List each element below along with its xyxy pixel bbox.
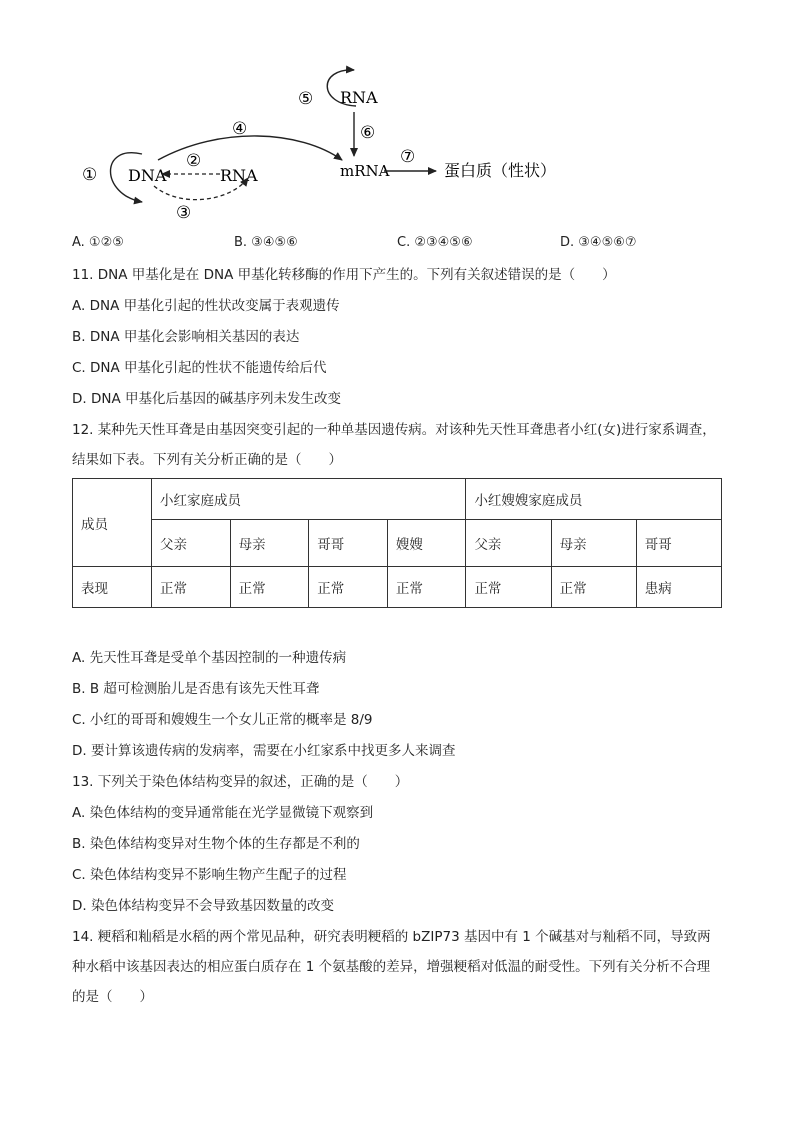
label-6: ⑥ <box>360 123 376 143</box>
node-rna-top: RNA <box>340 88 378 107</box>
member-cell: 父亲 <box>152 520 231 567</box>
q13-option-a[interactable]: A. 染色体结构的变异通常能在光学显微镜下观察到 <box>72 805 374 821</box>
q13-option-c[interactable]: C. 染色体结构变异不影响生物产生配子的过程 <box>72 867 347 883</box>
central-dogma-diagram <box>70 60 590 230</box>
q12-option-d[interactable]: D. 要计算该遗传病的发病率，需要在小红家系中找更多人来调查 <box>72 743 456 759</box>
q12-option-c[interactable]: C. 小红的哥哥和嫂嫂生一个女儿正常的概率是 8/9 <box>72 712 373 728</box>
value-cell: 正常 <box>152 567 231 608</box>
value-cell: 正常 <box>466 567 551 608</box>
q12-option-a[interactable]: A. 先天性耳聋是受单个基因控制的一种遗传病 <box>72 650 347 666</box>
value-cell: 正常 <box>309 567 388 608</box>
q10-option-a[interactable]: A. ①②⑤ <box>72 235 124 250</box>
label-1: ① <box>82 165 98 185</box>
q11-option-b[interactable]: B. DNA 甲基化会影响相关基因的表达 <box>72 329 300 345</box>
label-4: ④ <box>232 119 248 139</box>
node-rna-left: RNA <box>220 166 258 185</box>
value-cell: 正常 <box>551 567 636 608</box>
q13-option-b[interactable]: B. 染色体结构变异对生物个体的生存都是不利的 <box>72 836 360 852</box>
q12-option-b[interactable]: B. B 超可检测胎儿是否患有该先天性耳聋 <box>72 681 320 697</box>
member-cell: 母亲 <box>230 520 309 567</box>
member-cell: 哥哥 <box>309 520 388 567</box>
row-label-phenotype: 表现 <box>73 567 152 608</box>
label-7: ⑦ <box>400 147 416 167</box>
q12-stem: 12. 某种先天性耳聋是由基因突变引起的一种单基因遗传病。对该种先天性耳聋患者小红(女)进行家系调查，结果如下表。下列有关分析正确的是（ ） <box>72 422 716 468</box>
header-group-2: 小红嫂嫂家庭成员 <box>466 479 722 520</box>
value-cell: 正常 <box>387 567 466 608</box>
q14-stem: 14. 粳稻和籼稻是水稻的两个常见品种，研究表明粳稻的 bZIP73 基因中有 1 个碱基对与籼稻不同，导致两种水稻中该基因表达的相应蛋白质存在 1 个氨基酸的差异，增强粳稻对低温的耐受性。下列有关分析不合理的是（ ） <box>72 929 711 1005</box>
header-group-1: 小红家庭成员 <box>152 479 466 520</box>
node-protein: 蛋白质（性状） <box>444 161 557 180</box>
q13-stem: 13. 下列关于染色体结构变异的叙述，正确的是（ ） <box>72 774 409 790</box>
member-cell: 母亲 <box>551 520 636 567</box>
q11-option-d[interactable]: D. DNA 甲基化后基因的碱基序列未发生改变 <box>72 391 341 407</box>
q11-option-a[interactable]: A. DNA 甲基化引起的性状改变属于表观遗传 <box>72 298 340 314</box>
member-cell: 父亲 <box>466 520 551 567</box>
header-member: 成员 <box>73 479 152 567</box>
q10-options <box>72 235 732 255</box>
member-cell: 嫂嫂 <box>387 520 466 567</box>
family-survey-table <box>72 478 722 608</box>
value-cell: 患病 <box>636 567 721 608</box>
q11-option-c[interactable]: C. DNA 甲基化引起的性状不能遗传给后代 <box>72 360 327 376</box>
value-cell: 正常 <box>230 567 309 608</box>
label-2: ② <box>186 151 202 171</box>
q11-stem: 11. DNA 甲基化是在 DNA 甲基化转移酶的作用下产生的。下列有关叙述错误的是（ ） <box>72 267 616 283</box>
q10-option-b[interactable]: B. ③④⑤⑥ <box>234 235 298 250</box>
node-dna: DNA <box>128 166 167 185</box>
label-3: ③ <box>176 203 192 223</box>
q10-option-c[interactable]: C. ②③④⑤⑥ <box>397 235 473 250</box>
label-5: ⑤ <box>298 89 314 109</box>
q13-option-d[interactable]: D. 染色体结构变异不会导致基因数量的改变 <box>72 898 334 914</box>
member-cell: 哥哥 <box>636 520 721 567</box>
node-mrna: mRNA <box>340 162 390 180</box>
q10-option-d[interactable]: D. ③④⑤⑥⑦ <box>560 235 637 250</box>
